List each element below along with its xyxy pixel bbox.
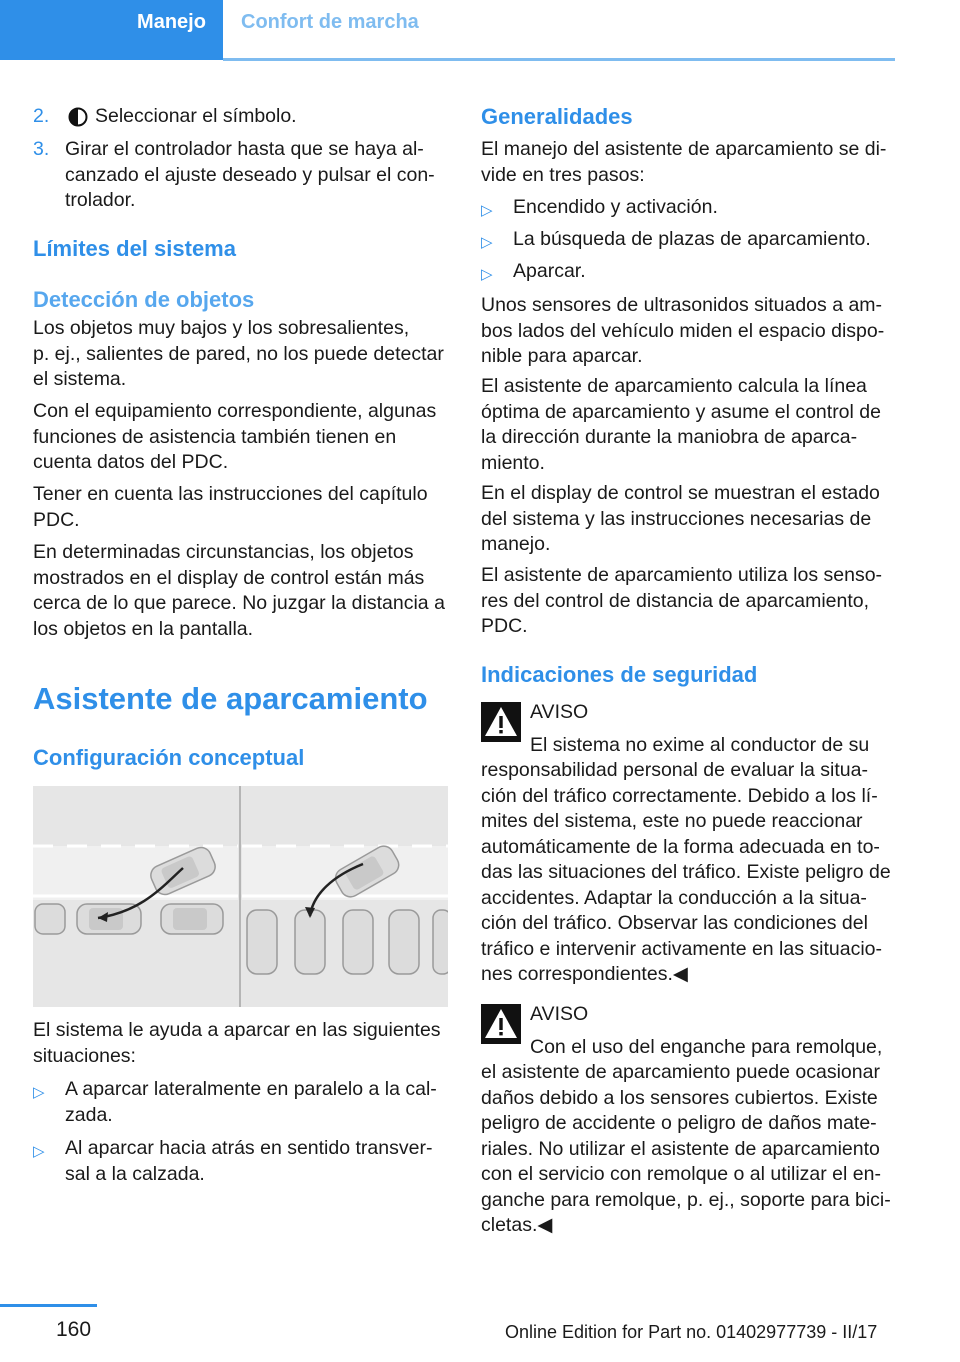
text-line: A aparcar lateralmente en paralelo a la cal‐ <box>65 1078 437 1100</box>
warning-label: AVISO <box>530 1003 589 1025</box>
warning-triangle-icon <box>481 1004 521 1044</box>
step-number: 3. <box>33 138 50 160</box>
list-item <box>481 195 899 221</box>
text-line: la dirección durante la maniobra de aparca‐ <box>481 426 858 448</box>
text-line: mites del sistema, este no puede reaccionar <box>481 810 863 832</box>
step-text: Seleccionar el símbolo. <box>95 105 297 127</box>
paragraph <box>481 293 899 370</box>
header-rule <box>223 58 895 61</box>
main-heading: Asistente de aparcamiento <box>33 681 428 716</box>
text-line: cletas.◀ <box>481 1214 553 1236</box>
edition-note: Online Edition for Part no. 01402977739 - II/17 <box>505 1322 878 1342</box>
list-item <box>481 227 899 253</box>
text-line: cerca de lo que parece. No juzgar la distancia a <box>33 592 445 614</box>
parking-diagram-svg <box>33 786 448 1007</box>
text-line: vide en tres pasos: <box>481 163 645 186</box>
text-line: situaciones: <box>33 1044 136 1067</box>
triangle-bullet-icon: ▷ <box>481 234 493 251</box>
text-line: Con el uso del enganche para remolque, <box>530 1036 883 1058</box>
text-line: sal a la calzada. <box>65 1162 205 1185</box>
list-item <box>33 1077 453 1129</box>
list-item-text: La búsqueda de plazas de aparcamiento. <box>513 228 871 250</box>
text-line: Los objetos muy bajos y los sobresalientes, <box>33 317 410 339</box>
text-line: automáticamente de la forma adecuada en to‐ <box>481 835 880 858</box>
text-line: los objetos en la pantalla. <box>33 617 254 640</box>
text-line: nes correspondientes.◀ <box>481 963 688 985</box>
text-line: miento. <box>481 451 545 474</box>
paragraph <box>481 374 899 476</box>
page-number: 160 <box>56 1318 92 1341</box>
header-accent-bar <box>0 0 120 60</box>
step-number: 2. <box>33 105 50 127</box>
paragraph <box>481 563 899 640</box>
text-line: PDC. <box>33 508 80 531</box>
paragraph <box>33 399 453 476</box>
triangle-bullet-icon: ▷ <box>33 1143 45 1160</box>
text-line: PDC. <box>481 615 528 637</box>
text-line: Al aparcar hacia atrás en sentido transver‐ <box>65 1137 433 1159</box>
text-line: responsabilidad personal de evaluar la situa‐ <box>481 759 868 781</box>
paragraph <box>33 540 453 642</box>
text-line: el sistema. <box>33 368 127 390</box>
warning-label: AVISO <box>530 701 589 723</box>
text-line: trolador. <box>65 189 136 211</box>
general-heading: Generalidades <box>481 104 633 129</box>
text-line: El sistema no exime al conductor de su <box>530 734 870 756</box>
warning-triangle-icon <box>481 702 521 742</box>
triangle-bullet-icon: ▷ <box>481 202 493 219</box>
text-line: canzado el ajuste deseado y pulsar el con‐ <box>65 163 435 186</box>
text-line: En el display de control se muestran el estado <box>481 482 880 504</box>
text-line: tráfico e intervenir activamente en las situacio‐ <box>481 937 883 960</box>
text-line: Girar el controlador hasta que se haya al‐ <box>65 138 424 160</box>
text-line: funciones de asistencia también tienen en <box>33 425 397 448</box>
text-line: ción del tráfico correctamente. Debido a los lí‐ <box>481 784 878 807</box>
tab-confort-label: Confort de marcha <box>241 11 419 33</box>
text-line: del sistema y las instrucciones necesarias de <box>481 507 872 530</box>
text-line: óptima de aparcamiento y asume el control de <box>481 400 881 423</box>
concept-heading: Configuración conceptual <box>33 745 305 770</box>
parking-illustration <box>33 786 448 1007</box>
text-line: riales. No utilizar el asistente de aparcamiento <box>481 1137 880 1160</box>
text-line: das las situaciones del tráfico. Existe peligro de <box>481 861 891 883</box>
text-line: Unos sensores de ultrasonidos situados a am‐ <box>481 294 883 316</box>
text-line: bos lados del vehículo miden el espacio dispo‐ <box>481 319 885 342</box>
text-line: cuenta datos del PDC. <box>33 451 229 473</box>
text-line: ganche para remolque, p. ej., soporte para bici‐ <box>481 1188 891 1211</box>
paragraph <box>33 1018 453 1069</box>
text-line: el asistente de aparcamiento puede ocasionar <box>481 1061 880 1083</box>
text-line: El asistente de aparcamiento utiliza los senso‐ <box>481 564 883 586</box>
footer-rule <box>0 1304 97 1307</box>
text-line: Tener en cuenta las instrucciones del capítulo <box>33 483 428 505</box>
step-3 <box>33 137 453 215</box>
detection-heading: Detección de objetos <box>33 287 255 312</box>
paragraph <box>481 481 899 558</box>
paragraph <box>33 316 453 393</box>
triangle-bullet-icon: ▷ <box>481 266 493 283</box>
text-line: daños debido a los sensores cubiertos. Existe <box>481 1086 878 1109</box>
text-line: El manejo del asistente de aparcamiento se di‐ <box>481 138 887 160</box>
tab-manejo[interactable] <box>120 0 223 60</box>
text-line: nible para aparcar. <box>481 345 643 367</box>
paragraph <box>33 482 453 533</box>
list-item-text: Encendido y activación. <box>513 196 718 218</box>
text-line: ción del tráfico. Observar las condiciones del <box>481 912 868 934</box>
paragraph <box>481 137 899 188</box>
text-line: zada. <box>65 1103 113 1126</box>
text-line: El asistente de aparcamiento calcula la línea <box>481 375 867 397</box>
step-2 <box>33 104 453 130</box>
list-item <box>481 259 899 285</box>
tab-confort-de-marcha[interactable] <box>223 0 443 60</box>
text-line: En determinadas circunstancias, los objetos <box>33 541 414 563</box>
safety-heading: Indicaciones de seguridad <box>481 662 758 687</box>
tab-manejo-label: Manejo <box>137 11 206 33</box>
text-line: mostrados en el display de control están más <box>33 566 425 589</box>
triangle-bullet-icon: ▷ <box>33 1084 45 1101</box>
text-line: con el servicio con remolque o al utilizar el en‐ <box>481 1163 881 1185</box>
text-line: accidentes. Adaptar la conducción a la situa‐ <box>481 886 867 909</box>
text-line: res del control de distancia de aparcamiento, <box>481 589 870 612</box>
list-item-text: Aparcar. <box>513 260 586 282</box>
text-line: manejo. <box>481 533 551 555</box>
list-item <box>33 1136 453 1188</box>
text-line: Con el equipamiento correspondiente, algunas <box>33 400 437 422</box>
text-line: El sistema le ayuda a aparcar en las siguientes <box>33 1019 441 1041</box>
text-line: peligro de accidente o peligro de daños mate‐ <box>481 1112 877 1134</box>
limits-heading: Límites del sistema <box>33 236 236 261</box>
half-moon-symbol-icon <box>68 107 88 135</box>
text-line: p. ej., salientes de pared, no los puede detectar <box>33 342 444 365</box>
